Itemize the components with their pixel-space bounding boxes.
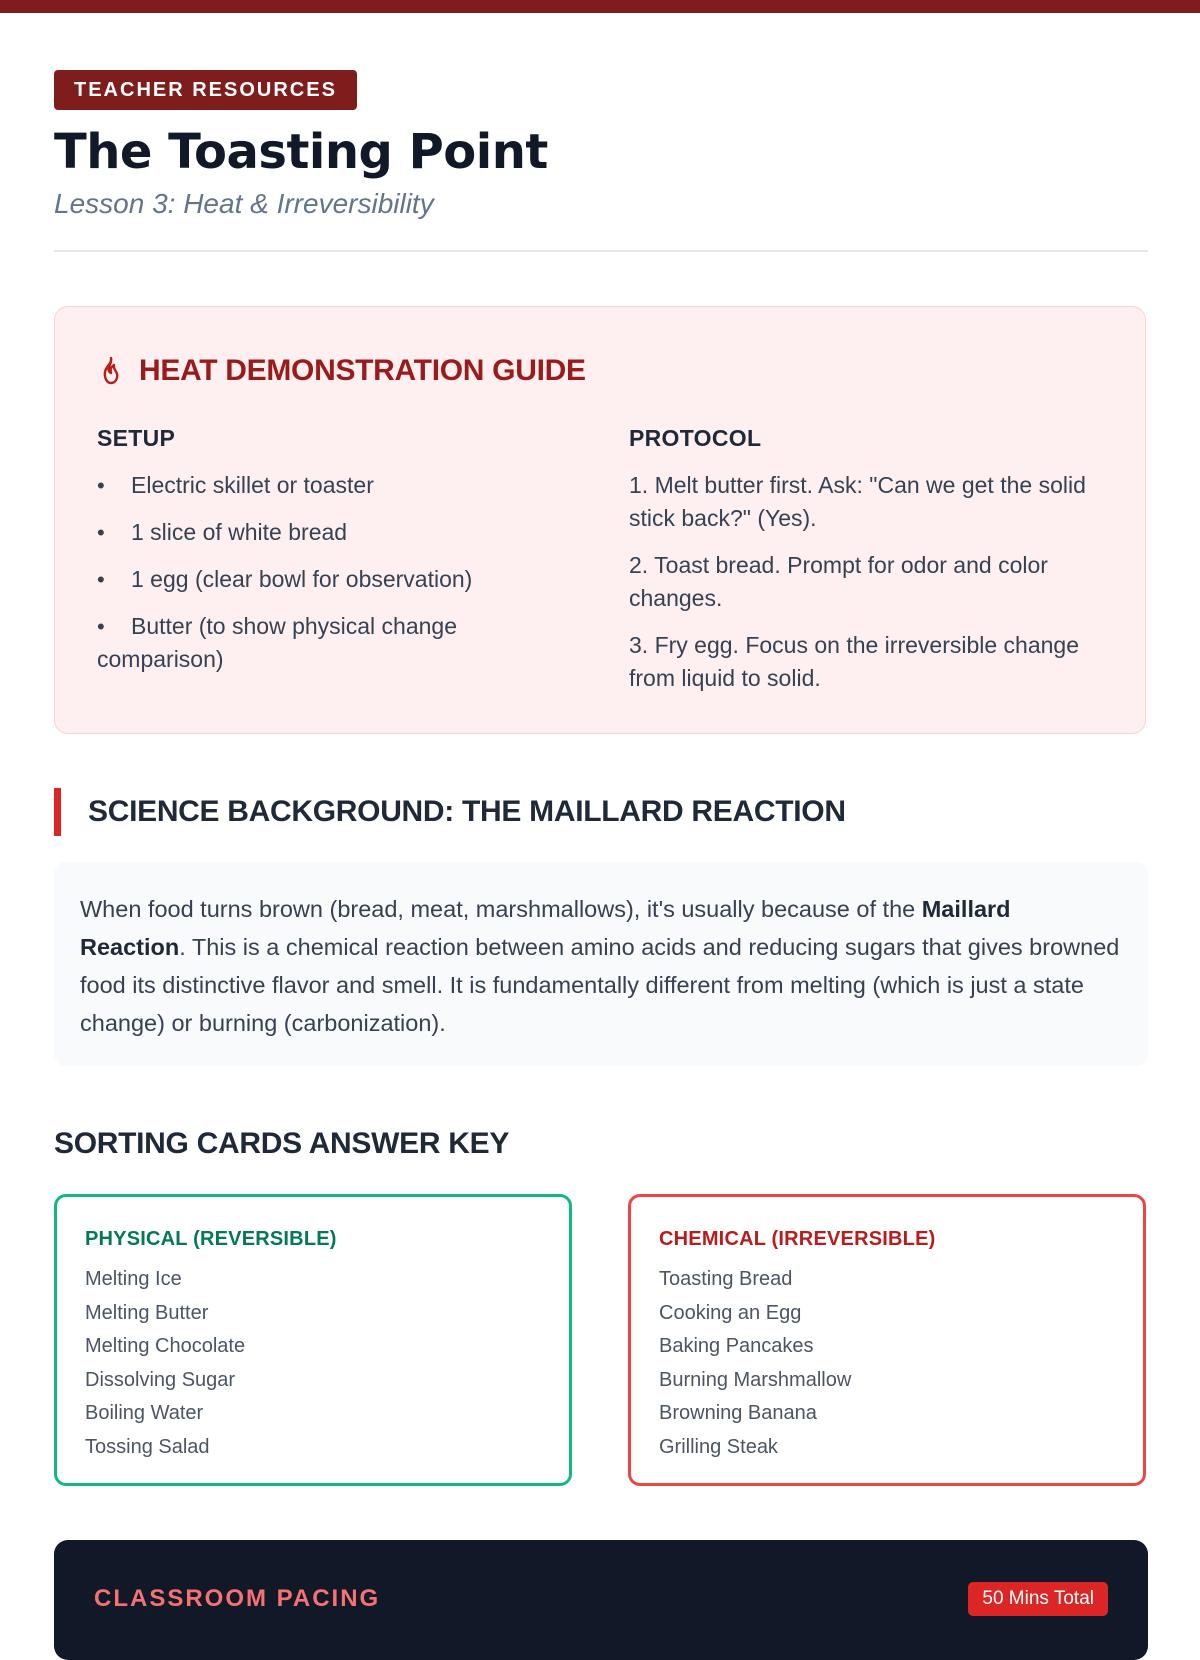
physical-label: PHYSICAL (REVERSIBLE): [85, 1228, 337, 1250]
sorting-cards-heading: SORTING CARDS ANSWER KEY: [54, 1127, 510, 1160]
teacher-resources-badge: TEACHER RESOURCES: [54, 70, 357, 110]
maillard-term: Maillard Reaction: [80, 896, 1011, 960]
physical-changes-card: [54, 1194, 572, 1486]
pacing-title: CLASSROOM PACING: [94, 1585, 381, 1612]
protocol-column: [629, 423, 1099, 709]
heading-accent-bar: [54, 788, 61, 836]
list-item: • 1 egg (clear bowl for observation): [97, 566, 473, 592]
chemical-label: CHEMICAL (IRREVERSIBLE): [659, 1228, 936, 1250]
science-heading-text: SCIENCE BACKGROUND: THE MAILLARD REACTION: [88, 795, 846, 828]
list-item: Boiling Water: [85, 1402, 204, 1424]
physical-list: [85, 1263, 541, 1464]
protocol-step: 3. Fry egg. Focus on the irreversible change from liquid to solid.: [629, 632, 1080, 691]
header-divider: [54, 250, 1148, 252]
protocol-steps: [629, 469, 1099, 695]
classroom-pacing-panel: [54, 1540, 1148, 1660]
science-background-box: [54, 862, 1148, 1066]
list-item: Burning Marshmallow: [659, 1368, 852, 1391]
list-item: Toasting Bread: [659, 1268, 793, 1290]
chemical-changes-card: [628, 1194, 1146, 1486]
list-item: Melting Chocolate: [85, 1335, 246, 1357]
heat-demonstration-guide: [54, 306, 1146, 734]
setup-list: [97, 469, 567, 676]
list-item: Dissolving Sugar: [85, 1368, 236, 1391]
protocol-heading: PROTOCOL: [629, 425, 762, 451]
setup-heading: SETUP: [97, 425, 176, 451]
demo-guide-title: HEAT DEMONSTRATION GUIDE: [139, 354, 586, 387]
list-item: Cooking an Egg: [659, 1301, 802, 1324]
science-background-heading: [54, 788, 1148, 836]
lesson-subtitle: Lesson 3: Heat & Irreversibility: [54, 188, 434, 219]
protocol-step: 1. Melt butter first. Ask: "Can we get the solid stick back?" (Yes).: [629, 472, 1086, 531]
chemical-list: [659, 1263, 1115, 1464]
protocol-step: 2. Toast bread. Prompt for odor and color changes.: [629, 552, 1048, 611]
list-item: Baking Pancakes: [659, 1335, 814, 1357]
list-item: Browning Banana: [659, 1402, 817, 1424]
science-paragraph: When food turns brown (bread, meat, marshmallows), it's usually because of the Maillard Reaction. This is a chemical reaction between amino acids and reducing sugars that gives browned food its distinctive flavor and smell. It is fundamentally different from melting (which is just a state change) or burning (carbonization).: [80, 896, 1120, 1036]
list-item: • Electric skillet or toaster: [97, 472, 374, 498]
list-item: Tossing Salad: [85, 1435, 210, 1458]
list-item: Melting Ice: [85, 1268, 182, 1290]
page-title: The Toasting Point: [54, 124, 548, 180]
demo-guide-heading: [97, 353, 586, 389]
list-item: Grilling Steak: [659, 1435, 778, 1458]
list-item: • Butter (to show physical change comparison): [97, 613, 458, 672]
total-time-badge: 50 Mins Total: [968, 1582, 1108, 1616]
list-item: • 1 slice of white bread: [97, 519, 348, 545]
setup-column: [97, 423, 567, 690]
list-item: Melting Butter: [85, 1301, 209, 1324]
flame-icon: [97, 355, 125, 387]
lesson-page: [54, 0, 1148, 1612]
